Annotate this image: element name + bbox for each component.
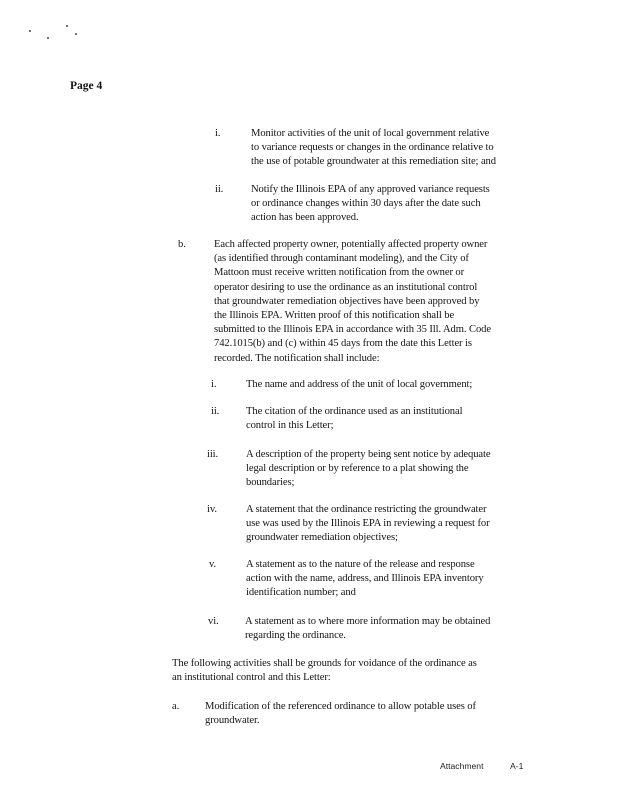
text-line: The citation of the ordinance used as an institutional xyxy=(246,406,463,417)
item-number: iii. xyxy=(207,449,219,460)
item-number: a. xyxy=(172,701,180,712)
text-line: use was used by the Illinois EPA in reviewing a request for xyxy=(246,518,490,530)
item-number: ii. xyxy=(215,184,224,195)
item-text xyxy=(246,448,490,491)
text-line: recorded. The notification shall include: xyxy=(214,352,380,364)
text-line: (as identified through contaminant modeling), and the City of xyxy=(214,253,469,265)
item-text xyxy=(205,700,476,728)
item-number: i. xyxy=(211,379,217,390)
text-line: A statement that the ordinance restricting the groundwater xyxy=(246,504,487,515)
text-line: the use of potable groundwater at this remediation site; and xyxy=(251,156,496,168)
text-line: an institutional control and this Letter: xyxy=(172,672,331,684)
item-text xyxy=(246,558,484,601)
text-line: regarding the ordinance. xyxy=(245,630,346,642)
scan-speck xyxy=(47,37,49,39)
sub-list-item xyxy=(211,378,541,394)
text-line: The following activities shall be grounds for voidance of the ordinance as xyxy=(172,658,477,669)
text-line: A statement as to where more information may be obtained xyxy=(245,616,491,627)
attachment-label: Attachment xyxy=(440,761,484,771)
text-line: submitted to the Illinois EPA in accordance with 35 Ill. Adm. Code xyxy=(214,324,491,336)
item-text xyxy=(251,183,490,226)
list-item xyxy=(215,183,535,227)
scan-speck xyxy=(75,33,77,35)
item-number: v. xyxy=(209,559,217,570)
item-number: b. xyxy=(178,239,186,250)
page-label: Page 4 xyxy=(70,80,103,92)
text-line: 742.1015(b) and (c) within 45 days from the date this Letter is xyxy=(214,338,472,350)
list-item-b xyxy=(178,238,538,368)
text-line: Modification of the referenced ordinance to allow potable uses of xyxy=(205,701,476,712)
scan-speck xyxy=(29,30,31,32)
scan-speck xyxy=(66,25,68,27)
text-line: legal description or by reference to a plat showing the xyxy=(246,463,469,475)
list-item xyxy=(215,127,535,171)
text-line: to variance requests or changes in the ordinance relative to xyxy=(251,142,494,154)
text-line: control in this Letter; xyxy=(246,420,334,432)
text-line: operator desiring to use the ordinance as an institutional control xyxy=(214,281,478,293)
text-line: the Illinois EPA. Written proof of this notification shall be xyxy=(214,310,455,322)
item-number: vi. xyxy=(208,616,219,627)
text-line: The name and address of the unit of local government; xyxy=(246,379,473,390)
item-text xyxy=(245,615,490,643)
text-line: A statement as to the nature of the release and response xyxy=(246,559,475,570)
text-line: Notify the Illinois EPA of any approved variance requests xyxy=(251,184,490,195)
list-item-a xyxy=(172,700,532,730)
item-text xyxy=(246,503,490,546)
sub-list-item xyxy=(208,615,543,645)
text-line: A description of the property being sent notice by adequate xyxy=(246,449,491,460)
text-line: boundaries; xyxy=(246,477,295,489)
text-line: action with the name, address, and Illinois EPA inventory xyxy=(246,573,484,585)
item-number: i. xyxy=(215,128,221,139)
sub-list-item xyxy=(209,558,544,602)
text-line: or ordinance changes within 30 days after the date such xyxy=(251,198,481,210)
text-line: groundwater. xyxy=(205,715,260,727)
sub-list-item xyxy=(207,503,542,547)
attachment-id: A-1 xyxy=(510,761,524,771)
text-line: identification number; and xyxy=(246,587,356,599)
text-line: that groundwater remediation objectives have been approved by xyxy=(214,295,480,307)
item-text xyxy=(251,127,496,170)
text-line: action has been approved. xyxy=(251,212,359,224)
item-number: ii. xyxy=(211,406,220,417)
item-text xyxy=(246,378,472,392)
item-text xyxy=(246,405,462,433)
text-line: groundwater remediation objectives; xyxy=(246,532,398,544)
item-text xyxy=(214,238,491,366)
text-line: Mattoon must receive written notification from the owner or xyxy=(214,267,465,279)
text-line: Monitor activities of the unit of local government relative xyxy=(251,128,490,139)
grounds-paragraph xyxy=(172,657,552,685)
sub-list-item xyxy=(211,405,541,435)
sub-list-item xyxy=(207,448,542,492)
item-number: iv. xyxy=(207,504,217,515)
text-line: Each affected property owner, potentially affected property owner xyxy=(214,239,488,250)
